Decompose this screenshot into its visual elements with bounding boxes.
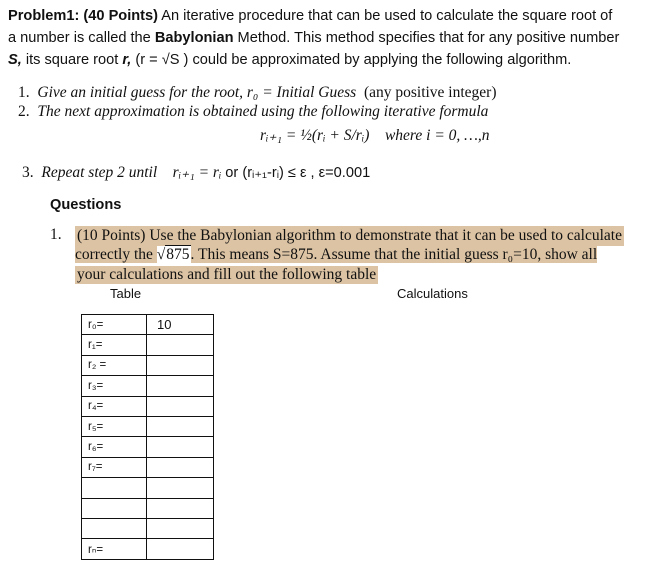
text: . This means S=875. Assume that the initial guess r₀=10, show all xyxy=(190,246,598,263)
calculations-label: Calculations xyxy=(397,286,468,301)
text: Give an initial guess for the root, r₀ = Initial Guess xyxy=(37,84,357,101)
table-row xyxy=(82,498,214,518)
row-label: r₂ = xyxy=(82,355,147,375)
step-2 xyxy=(18,103,488,121)
row-value[interactable]: 10 xyxy=(147,315,214,335)
text-bold: Babylonian xyxy=(154,30,234,46)
row-value[interactable] xyxy=(147,498,214,518)
sqrt-875: √875 xyxy=(156,246,190,263)
num: 2. xyxy=(18,103,30,120)
row-value[interactable] xyxy=(147,457,214,477)
table-row xyxy=(82,315,214,335)
text-bold: r, xyxy=(122,52,132,68)
table-row xyxy=(82,355,214,375)
sqrt-value: 875 xyxy=(166,246,190,263)
intro-line-1 xyxy=(8,8,612,24)
table-row xyxy=(82,539,214,559)
row-label: r₃= xyxy=(82,376,147,396)
row-value[interactable] xyxy=(147,335,214,355)
text: Repeat step 2 until xyxy=(41,164,158,181)
table-row xyxy=(82,478,214,498)
formula xyxy=(260,126,490,145)
text: correctly the xyxy=(75,246,157,263)
row-value[interactable] xyxy=(147,416,214,436)
iteration-table xyxy=(81,314,214,560)
q1-line-1: (10 Points) Use the Babylonian algorithm to demonstrate that it can be used to calculate xyxy=(77,227,622,244)
row-label xyxy=(82,498,147,518)
text: where i = 0, …,n xyxy=(384,127,490,144)
text: or (rᵢ₊₁-rᵢ) ≤ ε , ε=0.001 xyxy=(225,165,371,181)
text: Method. This method specifies that for any positive number xyxy=(233,30,620,46)
row-value[interactable] xyxy=(147,376,214,396)
problem-title: Problem1: (40 Points) xyxy=(8,8,159,24)
row-label: r₆= xyxy=(82,437,147,457)
text: its square root xyxy=(21,52,123,68)
text: a number is called the xyxy=(8,30,155,46)
table-row xyxy=(82,376,214,396)
table-row xyxy=(82,396,214,416)
row-value[interactable] xyxy=(147,518,214,538)
row-label: r₁= xyxy=(82,335,147,355)
row-value[interactable] xyxy=(147,539,214,559)
row-label: rₙ= xyxy=(82,539,147,559)
step-1 xyxy=(18,84,497,102)
table-row xyxy=(82,437,214,457)
q1-num: 1. xyxy=(50,226,62,243)
num: 1. xyxy=(18,84,30,101)
row-label: r₇= xyxy=(82,457,147,477)
table-row xyxy=(82,457,214,477)
table-row xyxy=(82,416,214,436)
q1-line-3: your calculations and fill out the following table xyxy=(77,266,377,283)
row-value[interactable] xyxy=(147,355,214,375)
table-row xyxy=(82,518,214,538)
questions-heading: Questions xyxy=(50,197,122,213)
intro-line-3 xyxy=(8,52,571,68)
row-label xyxy=(82,478,147,498)
intro-line-2 xyxy=(8,30,619,46)
table-row xyxy=(82,335,214,355)
formula-text: rᵢ₊₁ = ½(rᵢ + S/rᵢ) xyxy=(260,127,370,144)
row-value[interactable] xyxy=(147,437,214,457)
text-bold: S, xyxy=(8,52,22,68)
text: rᵢ₊₁ = rᵢ xyxy=(172,164,222,181)
row-value[interactable] xyxy=(147,396,214,416)
row-value[interactable] xyxy=(147,478,214,498)
table-label: Table xyxy=(110,286,142,301)
text: An iterative procedure that can be used to calculate the square root of xyxy=(158,8,613,24)
row-label: r₅= xyxy=(82,416,147,436)
row-label: r₄= xyxy=(82,396,147,416)
row-label: r₀= xyxy=(82,315,147,335)
text: The next approximation is obtained using the following iterative formula xyxy=(37,103,489,120)
q1-line-2 xyxy=(75,246,597,264)
text: (r = √S ) could be approximated by applying the following algorithm. xyxy=(131,52,572,68)
step-3 xyxy=(22,163,370,182)
text: (any positive integer) xyxy=(363,84,497,101)
row-label xyxy=(82,518,147,538)
num: 3. xyxy=(22,164,34,181)
